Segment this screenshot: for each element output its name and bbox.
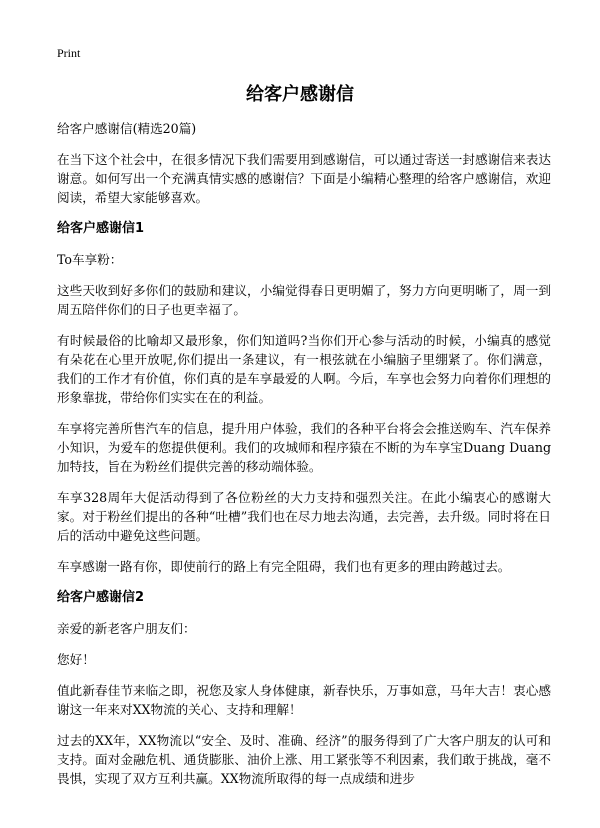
body-paragraph: 车享将完善所售汽车的信息，提升用户体验，我们的各种平台将会会推送购车、汽车保养小知识，为爱车的您提供便利。我们的攻城师和程序猿在不断的为车享宝Duang Duang加特技，旨在为粉丝们提供完善的移动端体验。 bbox=[57, 421, 551, 474]
section-heading: 给客户感谢信1 bbox=[57, 221, 145, 236]
body-paragraph: 车享328周年大促活动得到了各位粉丝的大力支持和强烈关注。在此小编衷心的感谢大家。对于粉丝们提出的各种“吐槽”我们也在尽力地去沟通，去完善，去升级。同时将在日后的活动中避免这些问题。 bbox=[57, 490, 551, 543]
document-body bbox=[57, 119, 551, 800]
salutation: 亲爱的新老客户朋友们： bbox=[57, 621, 196, 636]
salutation: To车享粉： bbox=[57, 252, 123, 267]
body-paragraph: 车享感谢一路有你，即使前行的路上有完全阻碍，我们也有更多的理由跨越过去。 bbox=[57, 559, 511, 574]
page-title: 给客户感谢信 bbox=[246, 84, 354, 105]
section-heading: 给客户感谢信2 bbox=[57, 590, 145, 605]
body-paragraph: 有时候最俗的比喻却又最形象，你们知道吗?当你们开心参与活动的时候，小编真的感觉有朵花在心里开放呢,你们提出一条建议，有一根弦就在小编脑子里绷紧了。你们满意，我们的工作才有价值，你们真的是车享最爱的人啊。今后，车享也会努力向着你们理想的形象靠拢，带给你们实实在在的利益。 bbox=[57, 333, 551, 405]
document-subtitle: 给客户感谢信(精选20篇) bbox=[57, 121, 197, 136]
greeting: 您好！ bbox=[57, 652, 95, 667]
body-paragraph: 过去的XX年，XX物流以“安全、及时、准确、经济”的服务得到了广大客户朋友的认可和支持。面对金融危机、通货膨胀、油价上涨、用工紧张等不利因素，我们敢于挑战，毫不畏惧，实现了双方互利共赢。XX物流所取得的每一点成绩和进步 bbox=[57, 733, 551, 786]
print-link[interactable]: Print bbox=[57, 46, 81, 60]
body-paragraph: 值此新春佳节来临之即，祝您及家人身体健康，新春快乐，万事如意，马年大吉！衷心感谢这一年来对XX物流的关心、支持和理解！ bbox=[57, 683, 551, 717]
body-paragraph: 这些天收到好多你们的鼓励和建议，小编觉得春日更明媚了，努力方向更明晰了，周一到周五陪伴你们的日子也更幸福了。 bbox=[57, 283, 551, 317]
intro-paragraph: 在当下这个社会中，在很多情况下我们需要用到感谢信，可以通过寄送一封感谢信来表达谢意。如何写出一个充满真情实感的感谢信？下面是小编精心整理的给客户感谢信，欢迎阅读，希望大家能够喜欢。 bbox=[57, 152, 551, 205]
